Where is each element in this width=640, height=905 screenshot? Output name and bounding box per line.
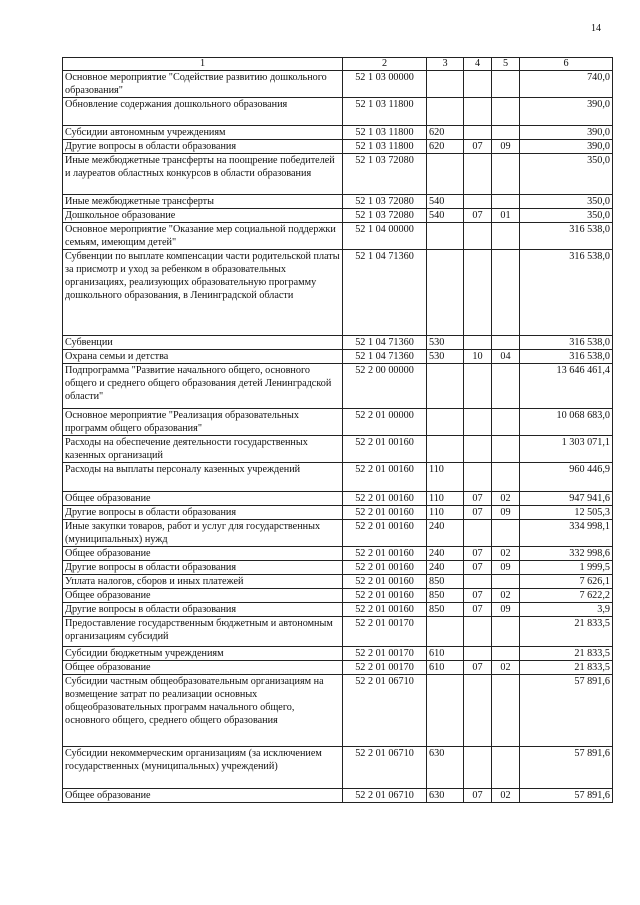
page-number: 14: [591, 23, 601, 34]
section-code: 07: [464, 492, 492, 506]
table-row: [63, 547, 613, 561]
expense-type-code: 850: [427, 575, 464, 589]
table-row: [63, 789, 613, 803]
expense-type-code: [427, 675, 464, 747]
expense-type-code: 240: [427, 561, 464, 575]
row-name: Обновление содержания дошкольного образования: [63, 98, 343, 126]
section-code: 07: [464, 661, 492, 675]
subsection-code: [492, 98, 520, 126]
expense-type-code: [427, 364, 464, 409]
row-name: Субвенции: [63, 336, 343, 350]
subsection-code: 02: [492, 661, 520, 675]
section-code: 10: [464, 350, 492, 364]
amount: 334 998,1: [520, 520, 613, 547]
amount: 740,0: [520, 71, 613, 98]
row-name: Охрана семьи и детства: [63, 350, 343, 364]
table-row: [63, 506, 613, 520]
subsection-code: 09: [492, 506, 520, 520]
expense-type-code: [427, 409, 464, 436]
column-number: 6: [520, 58, 613, 71]
expense-type-code: 530: [427, 350, 464, 364]
target-article-code: 52 2 01 06710: [343, 747, 427, 789]
amount: 332 998,6: [520, 547, 613, 561]
table-row: [63, 603, 613, 617]
row-name: Общее образование: [63, 492, 343, 506]
row-name: Другие вопросы в области образования: [63, 603, 343, 617]
table-row: [63, 364, 613, 409]
target-article-code: 52 2 00 00000: [343, 364, 427, 409]
target-article-code: 52 2 01 00160: [343, 589, 427, 603]
table-row: [63, 154, 613, 195]
expense-type-code: [427, 250, 464, 336]
section-code: [464, 409, 492, 436]
expense-type-code: 540: [427, 209, 464, 223]
amount: 316 538,0: [520, 336, 613, 350]
subsection-code: [492, 250, 520, 336]
row-name: Другие вопросы в области образования: [63, 506, 343, 520]
expense-type-code: 850: [427, 589, 464, 603]
target-article-code: 52 2 01 06710: [343, 675, 427, 747]
row-name: Субсидии некоммерческим организациям (за исключением государственных (муниципальных) учреждений): [63, 747, 343, 789]
table-row: [63, 336, 613, 350]
amount: 390,0: [520, 98, 613, 126]
row-name: Другие вопросы в области образования: [63, 561, 343, 575]
table-row: [63, 195, 613, 209]
section-code: [464, 223, 492, 250]
row-name: Иные межбюджетные трансферты на поощрение победителей и лауреатов областных конкурсов в области образования: [63, 154, 343, 195]
section-code: 07: [464, 789, 492, 803]
amount: 57 891,6: [520, 675, 613, 747]
table-row: [63, 140, 613, 154]
amount: 13 646 461,4: [520, 364, 613, 409]
section-code: [464, 250, 492, 336]
section-code: [464, 436, 492, 463]
table-row: [63, 675, 613, 747]
row-name: Расходы на выплаты персоналу казенных учреждений: [63, 463, 343, 492]
section-code: [464, 617, 492, 647]
subsection-code: 02: [492, 547, 520, 561]
row-name: Субсидии частным общеобразовательным организациям на возмещение затрат по реализации основных общеобразовательных программ начального общего, основного общего, среднего общего образования: [63, 675, 343, 747]
amount: 1 999,5: [520, 561, 613, 575]
expense-type-code: [427, 436, 464, 463]
target-article-code: 52 2 01 00160: [343, 575, 427, 589]
row-name: Общее образование: [63, 547, 343, 561]
row-name: Иные закупки товаров, работ и услуг для государственных (муниципальных) нужд: [63, 520, 343, 547]
section-code: [464, 98, 492, 126]
section-code: [464, 154, 492, 195]
expense-type-code: 240: [427, 547, 464, 561]
table-row: [63, 617, 613, 647]
subsection-code: [492, 336, 520, 350]
table-row: [63, 575, 613, 589]
amount: 57 891,6: [520, 789, 613, 803]
expense-type-code: 110: [427, 463, 464, 492]
row-name: Общее образование: [63, 661, 343, 675]
table-row: [63, 409, 613, 436]
expense-type-code: 610: [427, 647, 464, 661]
target-article-code: 52 2 01 00170: [343, 661, 427, 675]
expense-type-code: 610: [427, 661, 464, 675]
row-name: Предоставление государственным бюджетным и автономным организациям субсидий: [63, 617, 343, 647]
expense-type-code: 620: [427, 140, 464, 154]
column-number: 5: [492, 58, 520, 71]
expense-type-code: [427, 71, 464, 98]
amount: 350,0: [520, 154, 613, 195]
section-code: [464, 71, 492, 98]
row-name: Субвенции по выплате компенсации части родительской платы за присмотр и уход за ребенком в образовательных организациях, реализующих образовательную программу дошкольного образования, в Ленинградской области: [63, 250, 343, 336]
subsection-code: [492, 520, 520, 547]
amount: 390,0: [520, 140, 613, 154]
section-code: [464, 463, 492, 492]
expense-type-code: 110: [427, 492, 464, 506]
target-article-code: 52 1 04 71360: [343, 350, 427, 364]
target-article-code: 52 2 01 00160: [343, 463, 427, 492]
section-code: 07: [464, 506, 492, 520]
subsection-code: 09: [492, 561, 520, 575]
target-article-code: 52 1 04 00000: [343, 223, 427, 250]
expense-type-code: 620: [427, 126, 464, 140]
target-article-code: 52 2 01 00160: [343, 492, 427, 506]
amount: 7 626,1: [520, 575, 613, 589]
subsection-code: [492, 575, 520, 589]
amount: 390,0: [520, 126, 613, 140]
section-code: [464, 675, 492, 747]
target-article-code: 52 2 01 00000: [343, 409, 427, 436]
target-article-code: 52 1 03 72080: [343, 154, 427, 195]
table-row: [63, 126, 613, 140]
expense-type-code: 630: [427, 747, 464, 789]
row-name: Дошкольное образование: [63, 209, 343, 223]
amount: 350,0: [520, 209, 613, 223]
table-row: [63, 209, 613, 223]
table-row: [63, 98, 613, 126]
row-name: Субсидии бюджетным учреждениям: [63, 647, 343, 661]
table-row: [63, 350, 613, 364]
row-name: Иные межбюджетные трансферты: [63, 195, 343, 209]
section-code: 07: [464, 603, 492, 617]
section-code: [464, 575, 492, 589]
amount: 947 941,6: [520, 492, 613, 506]
amount: 7 622,2: [520, 589, 613, 603]
expense-type-code: [427, 98, 464, 126]
section-code: [464, 647, 492, 661]
subsection-code: [492, 747, 520, 789]
amount: 57 891,6: [520, 747, 613, 789]
row-name: Общее образование: [63, 789, 343, 803]
subsection-code: 02: [492, 492, 520, 506]
expense-type-code: 850: [427, 603, 464, 617]
subsection-code: 04: [492, 350, 520, 364]
section-code: [464, 364, 492, 409]
row-name: Расходы на обеспечение деятельности государственных казенных организаций: [63, 436, 343, 463]
table-row: [63, 71, 613, 98]
table-row: [63, 436, 613, 463]
target-article-code: 52 1 03 11800: [343, 140, 427, 154]
table-row: [63, 250, 613, 336]
expense-type-code: [427, 223, 464, 250]
expense-type-code: [427, 617, 464, 647]
section-code: [464, 195, 492, 209]
column-number: 2: [343, 58, 427, 71]
table-row: [63, 661, 613, 675]
subsection-code: 09: [492, 140, 520, 154]
target-article-code: 52 2 01 00170: [343, 647, 427, 661]
subsection-code: 09: [492, 603, 520, 617]
subsection-code: [492, 154, 520, 195]
target-article-code: 52 1 03 72080: [343, 195, 427, 209]
row-name: Уплата налогов, сборов и иных платежей: [63, 575, 343, 589]
row-name: Субсидии автономным учреждениям: [63, 126, 343, 140]
subsection-code: [492, 409, 520, 436]
table-row: [63, 561, 613, 575]
table-row: [63, 589, 613, 603]
subsection-code: [492, 675, 520, 747]
row-name: Основное мероприятие "Оказание мер социальной поддержки семьям, имеющим детей": [63, 223, 343, 250]
target-article-code: 52 2 01 06710: [343, 789, 427, 803]
expense-type-code: [427, 154, 464, 195]
subsection-code: [492, 436, 520, 463]
section-code: 07: [464, 561, 492, 575]
expense-type-code: 110: [427, 506, 464, 520]
amount: 350,0: [520, 195, 613, 209]
amount: 316 538,0: [520, 250, 613, 336]
section-code: 07: [464, 589, 492, 603]
table-row: [63, 747, 613, 789]
column-number: 4: [464, 58, 492, 71]
target-article-code: 52 2 01 00160: [343, 603, 427, 617]
subsection-code: [492, 71, 520, 98]
subsection-code: [492, 647, 520, 661]
target-article-code: 52 2 01 00160: [343, 561, 427, 575]
column-numbers-row: [63, 58, 613, 71]
target-article-code: 52 2 01 00160: [343, 506, 427, 520]
target-article-code: 52 1 03 72080: [343, 209, 427, 223]
row-name: Основное мероприятие "Реализация образовательных программ общего образования": [63, 409, 343, 436]
amount: 12 505,3: [520, 506, 613, 520]
section-code: [464, 520, 492, 547]
column-number: 1: [63, 58, 343, 71]
section-code: 07: [464, 547, 492, 561]
subsection-code: 02: [492, 789, 520, 803]
table-row: [63, 647, 613, 661]
subsection-code: [492, 223, 520, 250]
expense-type-code: 240: [427, 520, 464, 547]
table-row: [63, 492, 613, 506]
section-code: [464, 747, 492, 789]
row-name: Общее образование: [63, 589, 343, 603]
amount: 3,9: [520, 603, 613, 617]
target-article-code: 52 1 03 11800: [343, 126, 427, 140]
expense-type-code: 630: [427, 789, 464, 803]
subsection-code: 01: [492, 209, 520, 223]
subsection-code: [492, 364, 520, 409]
target-article-code: 52 2 01 00160: [343, 436, 427, 463]
amount: 21 833,5: [520, 647, 613, 661]
budget-table: [62, 57, 613, 803]
amount: 960 446,9: [520, 463, 613, 492]
row-name: Другие вопросы в области образования: [63, 140, 343, 154]
row-name: Подпрограмма "Развитие начального общего, основного общего и среднего общего образования детей Ленинградской области": [63, 364, 343, 409]
amount: 21 833,5: [520, 661, 613, 675]
amount: 1 303 071,1: [520, 436, 613, 463]
subsection-code: 02: [492, 589, 520, 603]
amount: 316 538,0: [520, 223, 613, 250]
row-name: Основное мероприятие "Содействие развитию дошкольного образования": [63, 71, 343, 98]
table-row: [63, 223, 613, 250]
amount: 10 068 683,0: [520, 409, 613, 436]
target-article-code: 52 1 04 71360: [343, 336, 427, 350]
target-article-code: 52 1 04 71360: [343, 250, 427, 336]
section-code: 07: [464, 140, 492, 154]
subsection-code: [492, 195, 520, 209]
expense-type-code: 540: [427, 195, 464, 209]
section-code: 07: [464, 209, 492, 223]
section-code: [464, 336, 492, 350]
table-row: [63, 463, 613, 492]
section-code: [464, 126, 492, 140]
expense-type-code: 530: [427, 336, 464, 350]
target-article-code: 52 2 01 00170: [343, 617, 427, 647]
target-article-code: 52 2 01 00160: [343, 520, 427, 547]
target-article-code: 52 1 03 00000: [343, 71, 427, 98]
amount: 316 538,0: [520, 350, 613, 364]
target-article-code: 52 2 01 00160: [343, 547, 427, 561]
table-row: [63, 520, 613, 547]
column-number: 3: [427, 58, 464, 71]
subsection-code: [492, 126, 520, 140]
subsection-code: [492, 617, 520, 647]
subsection-code: [492, 463, 520, 492]
amount: 21 833,5: [520, 617, 613, 647]
target-article-code: 52 1 03 11800: [343, 98, 427, 126]
